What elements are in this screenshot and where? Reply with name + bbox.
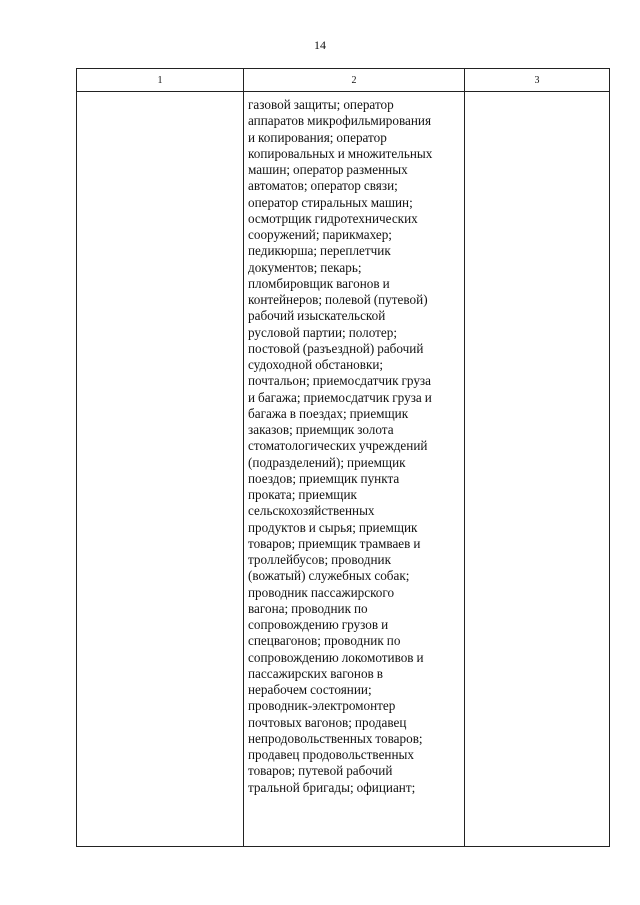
text-line: проводник пассажирского [248, 584, 395, 600]
text-line: машин; оператор разменных [248, 162, 408, 177]
text-line: сооружений; парикмахер; [248, 227, 392, 242]
text-line: и багажа; приемосдатчик груза и [248, 389, 432, 405]
text-line: сельскохозяйственных [248, 503, 375, 519]
column-header-3: 3 [465, 69, 610, 92]
text-line: контейнеров; полевой (путевой) [248, 292, 428, 307]
column-header-2: 2 [244, 69, 465, 92]
text-line: осмотрщик гидротехнических [248, 210, 418, 226]
text-line: проката; приемщик [248, 487, 357, 502]
text-line: (вожатый) служебных собак; [248, 568, 410, 584]
text-line: газовой защиты; оператор [248, 97, 394, 112]
text-line: пломбировщик вагонов и [248, 275, 390, 291]
text-line: продуктов и сырья; приемщик [248, 519, 418, 535]
text-line: товаров; путевой рабочий [248, 763, 393, 779]
text-line: автоматов; оператор связи; [248, 178, 398, 194]
text-line: постовой (разъездной) рабочий [248, 340, 424, 356]
text-line: оператор стиральных машин; [248, 194, 413, 210]
text-line: нерабочем состоянии; [248, 682, 372, 697]
text-line: товаров; приемщик трамваев и [248, 535, 421, 551]
page-number: 14 [314, 38, 326, 52]
text-line: почтальон; приемосдатчик груза [248, 373, 431, 389]
text-line: сопровождению грузов и [248, 617, 389, 632]
text-line: заказов; приемщик золота [248, 422, 394, 437]
table-header-row [77, 69, 610, 92]
table-row [77, 92, 610, 847]
text-line: пассажирских вагонов в [248, 665, 383, 681]
text-line: непродовольственных товаров; [248, 730, 423, 746]
text-line: (подразделений); приемщик [248, 454, 406, 470]
text-line: русловой партии; полотер; [248, 324, 398, 340]
text-line: педикюрша; переплетчик [248, 243, 391, 259]
text-line: стоматологических учреждений [248, 438, 428, 454]
text-line: троллейбусов; проводник [248, 552, 391, 567]
text-line: и копирования; оператор [248, 129, 387, 145]
text-line: судоходной обстановки; [248, 357, 384, 372]
text-line: рабочий изыскательской [248, 308, 386, 324]
text-line: сопровождению локомотивов и [248, 649, 424, 665]
text-line: документов; пекарь; [248, 259, 362, 275]
text-line: тральной бригады; официант; [248, 779, 416, 795]
text-line: багажа в поездах; приемщик [248, 405, 409, 421]
text-line: вагона; проводник по [248, 600, 368, 616]
text-line: аппаратов микрофильмирования [248, 113, 432, 129]
cell-col3 [465, 92, 610, 847]
occupation-table [76, 68, 610, 847]
text-line: проводник-электромонтер [248, 698, 396, 714]
occupation-list-text [244, 92, 464, 796]
cell-col1 [77, 92, 244, 847]
text-line: продавец продовольственных [248, 747, 414, 762]
cell-col2 [244, 92, 465, 847]
text-line: почтовых вагонов; продавец [248, 714, 407, 730]
text-line: спецвагонов; проводник по [248, 633, 401, 649]
column-header-1: 1 [77, 69, 244, 92]
text-line: поездов; приемщик пункта [248, 470, 400, 486]
text-line: копировальных и множительных [248, 145, 433, 161]
